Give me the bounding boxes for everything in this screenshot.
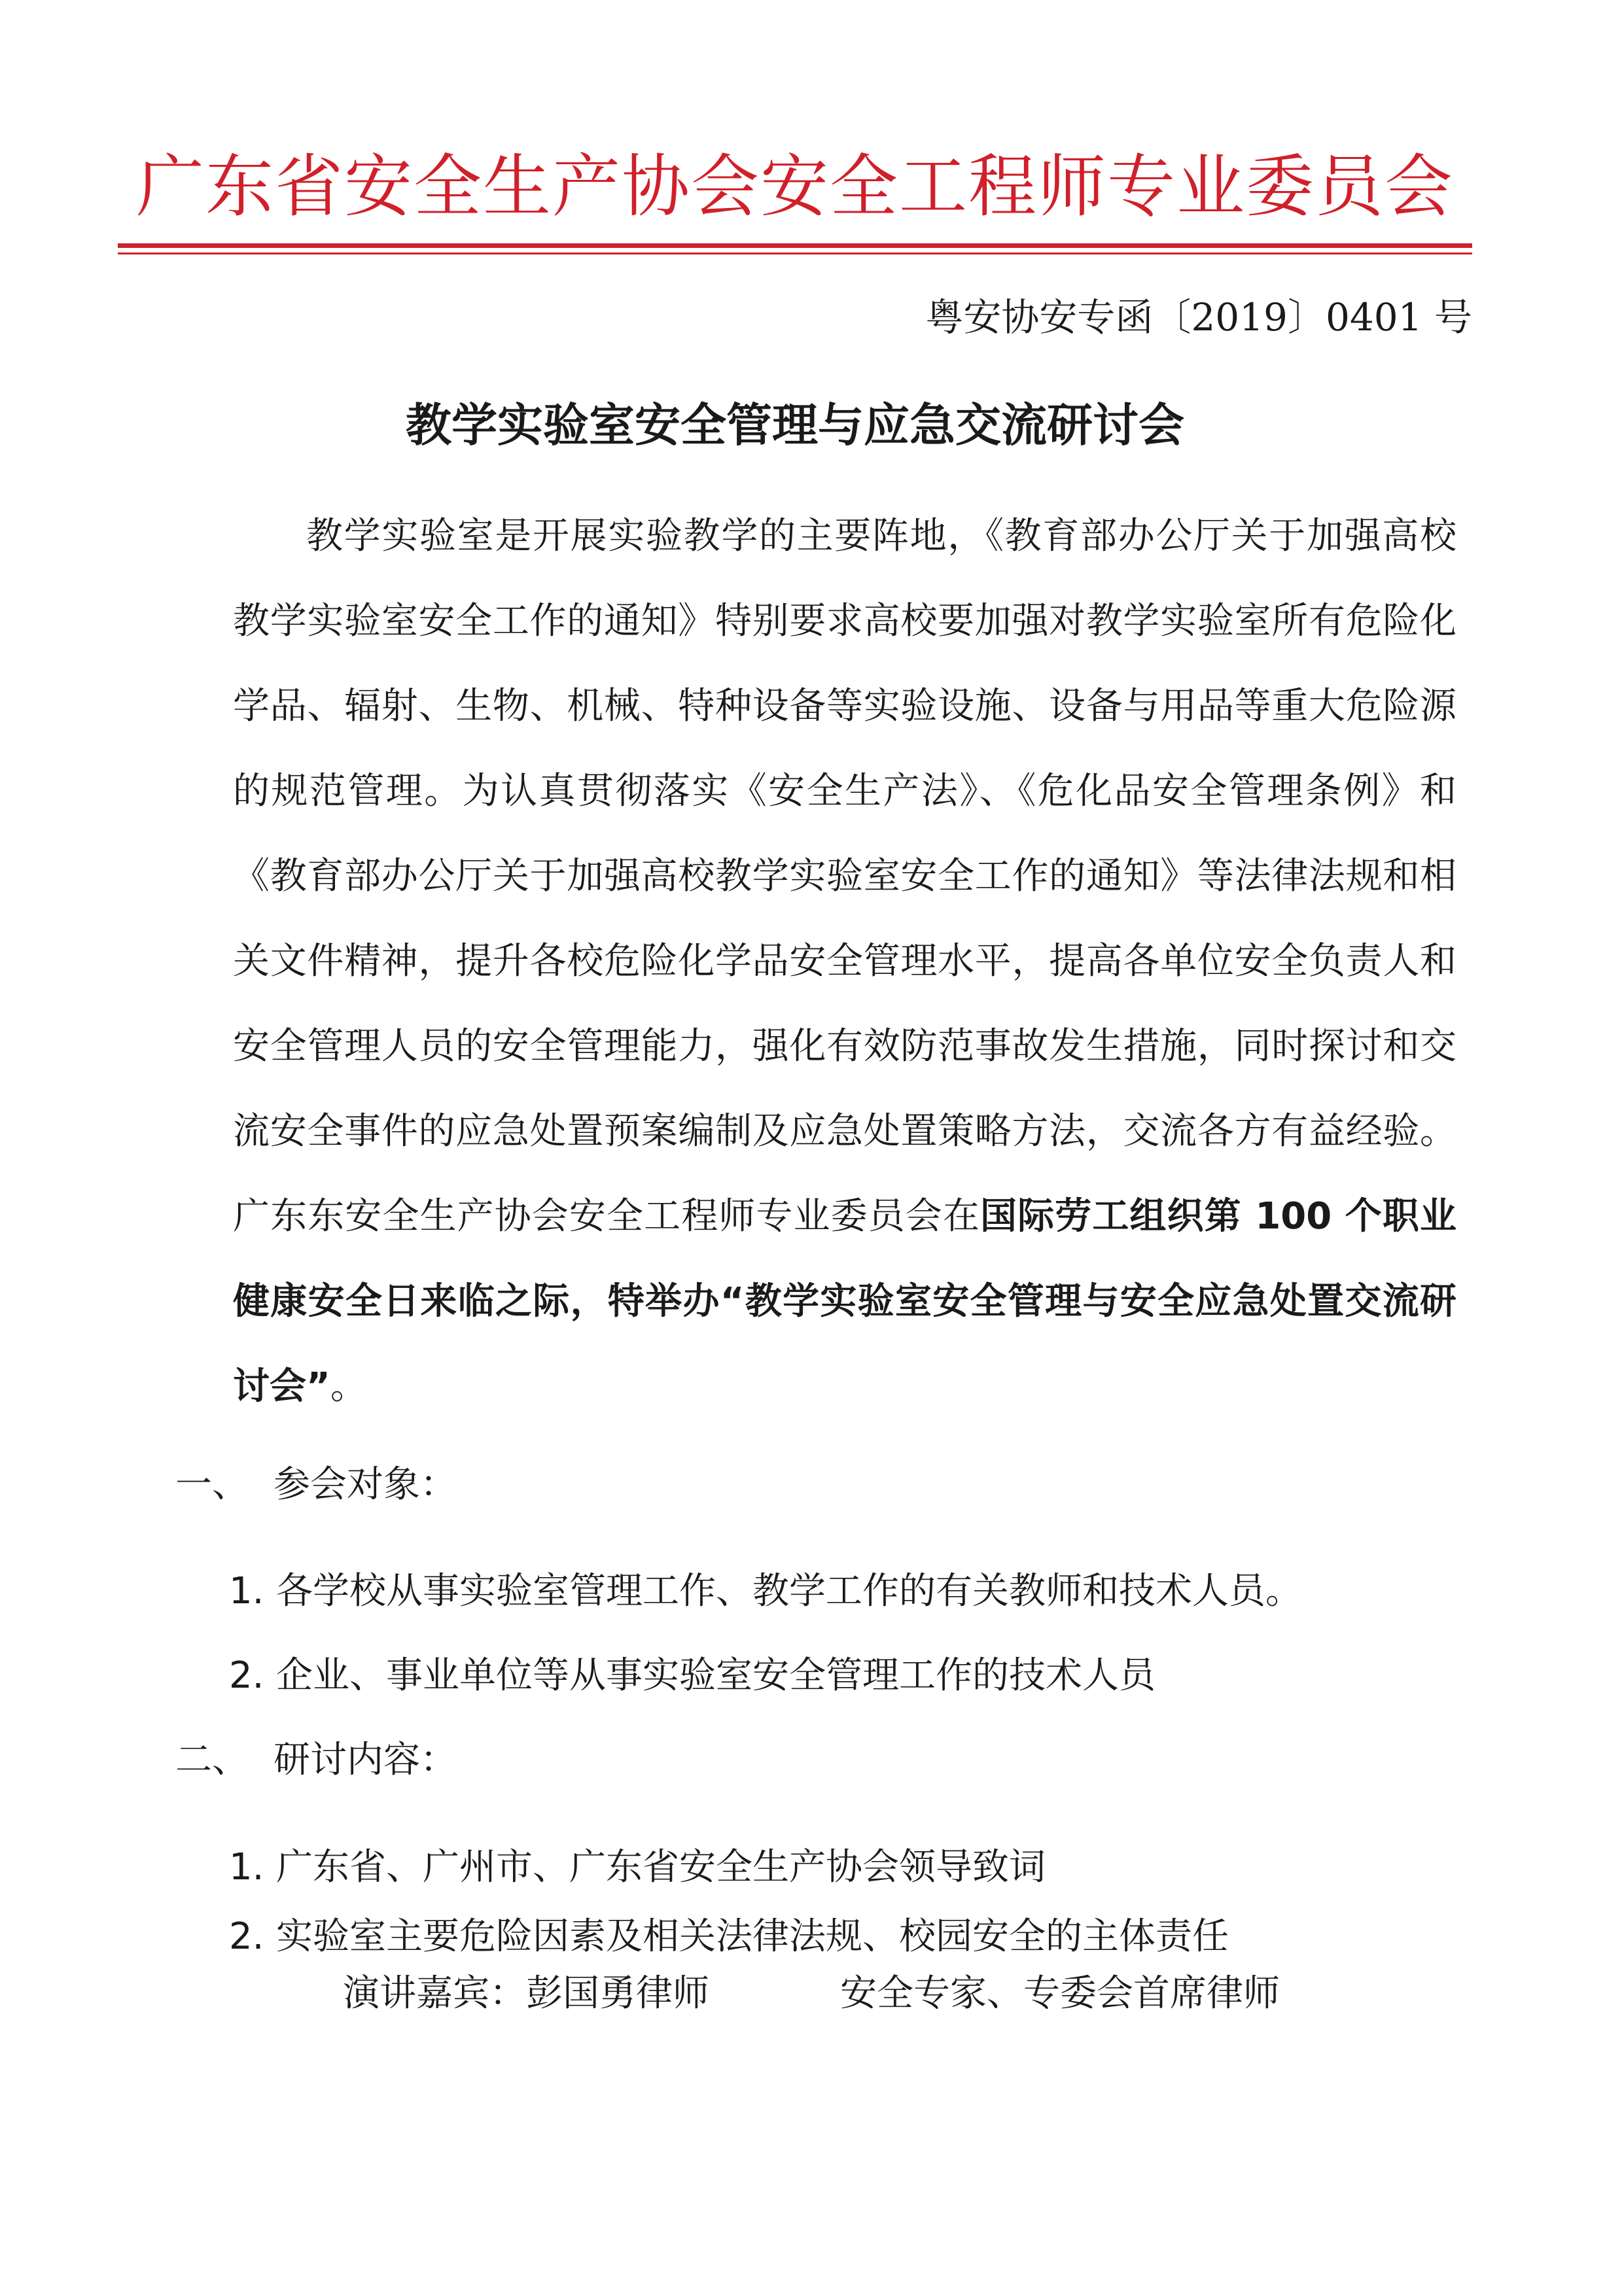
item-text: 各学校从事实验室管理工作、教学工作的有关教师和技术人员。 xyxy=(276,1570,1302,1612)
list-item xyxy=(229,1650,1156,1702)
item-text: 广东省、广州市、广东省安全生产协会领导致词 xyxy=(276,1846,1046,1888)
intro-text: 教学实验室是开展实验教学的主要阵地，《教育部办公厅关于加强高校教学实验室安全工作的通知》特别要求高校要加强对教学实验室所有危险化学品、辐射、生物、机械、特种设备等实验设施、设备与用品等重大危险源的规范管理。为认真贯彻落实《安全生产法》、《危化品安全管理条例》和《教育部办公厅关于加强高校教学实验室安全工作的通知》等法律法规和相关文件精神，提升各校危险化学品安全管理水平，提高各单位安全负责人和安全管理人员的安全管理能力，强化有效防范事故发生措施，同时探讨和交流安全事件的应急处置预案编制及应急处置策略方法，交流各方有益经验。广东东安全生产协会安全工程师专业委员会在 xyxy=(233,515,1456,1238)
speaker-title: 安全专家、专委会首席律师 xyxy=(840,1972,1280,2015)
item-text: 实验室主要危险因素及相关法律法规、校园安全的主体责任 xyxy=(276,1915,1229,1958)
section-heading-topics xyxy=(175,1734,457,1786)
header-rule-thin xyxy=(118,252,1472,254)
item-text: 企业、事业单位等从事实验室安全管理工作的技术人员 xyxy=(276,1654,1156,1697)
document-title: 教学实验室安全管理与应急交流研讨会 xyxy=(406,398,1184,452)
section-heading-participants xyxy=(175,1459,457,1511)
list-item xyxy=(229,1565,1302,1618)
section-number: 二、 xyxy=(175,1739,249,1781)
header-rule-thick xyxy=(118,243,1472,248)
document-number: 粤安协安专函〔2019〕0401 号 xyxy=(925,295,1472,339)
section-title: 参会对象： xyxy=(274,1463,457,1506)
intro-paragraph xyxy=(233,494,1456,1429)
item-number: 2. xyxy=(229,1654,264,1697)
item-number: 2. xyxy=(229,1915,264,1958)
organization-header: 广东省安全生产协会安全工程师专业委员会 xyxy=(135,147,1454,226)
item-number: 1. xyxy=(229,1570,264,1612)
list-item xyxy=(229,1911,1229,1963)
list-item xyxy=(229,1841,1046,1894)
intro-ending: 。 xyxy=(330,1365,367,1408)
speaker-line xyxy=(343,1968,1280,2020)
section-number: 一、 xyxy=(175,1463,249,1506)
speaker-label: 演讲嘉宾：彭国勇律师 xyxy=(343,1972,709,2015)
intro-emphasis: 国际劳工组织第 100 个职业健康安全日来临之际，特举办“教学实验室安全管理与安全应急处置交流研讨会” xyxy=(233,1195,1457,1408)
section-title: 研讨内容： xyxy=(274,1739,457,1781)
item-number: 1. xyxy=(229,1846,264,1888)
